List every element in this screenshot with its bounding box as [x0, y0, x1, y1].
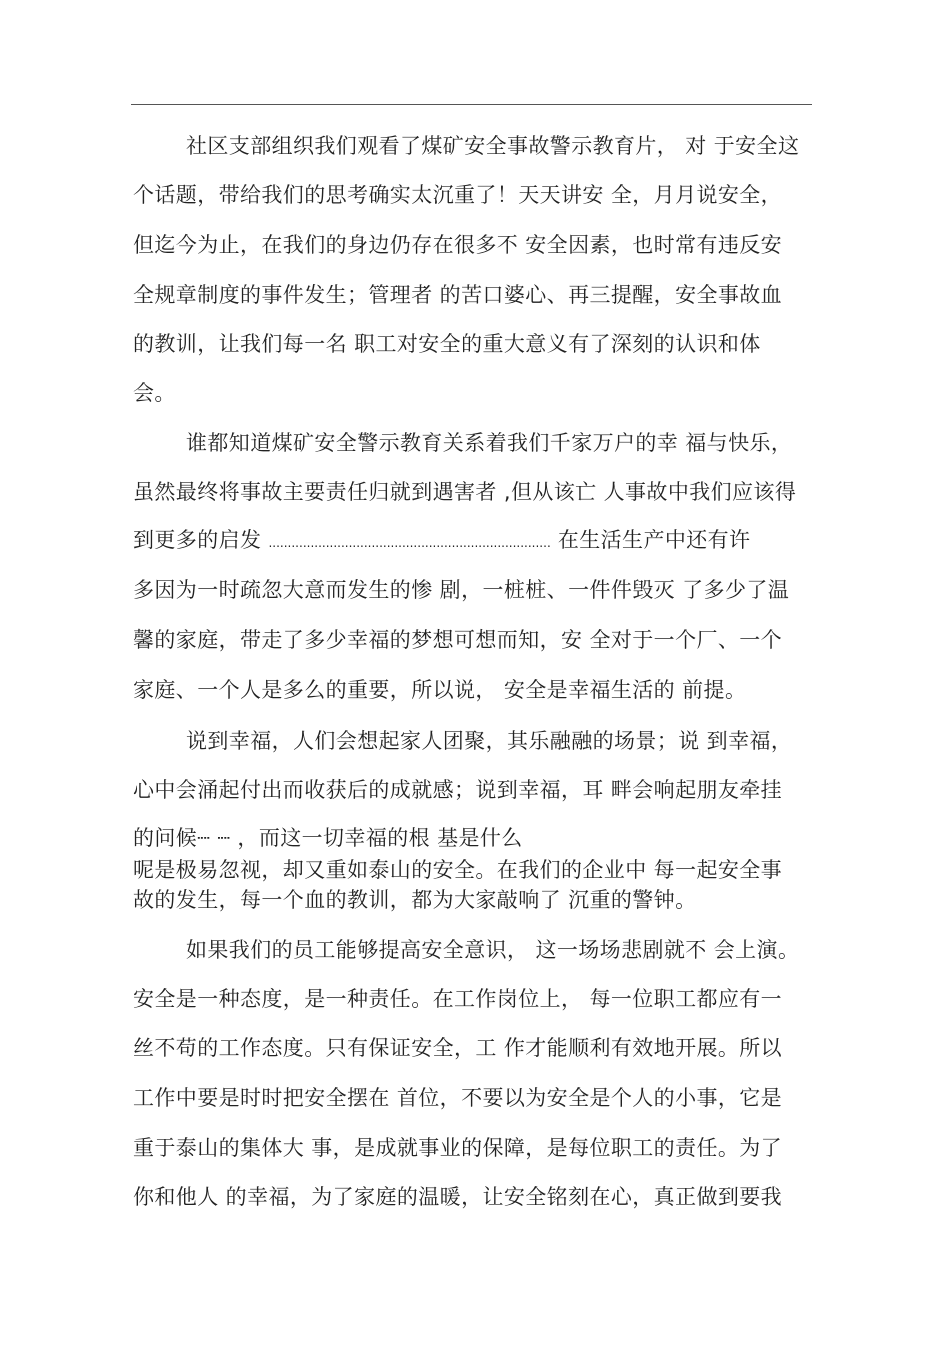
text-line: 全规章制度的事件发生；管理者 的苦口婆心、再三提醒，安全事故血	[133, 283, 783, 307]
text-line: 多因为一时疏忽大意而发生的惨 剧，一桩桩、一件件毁灭 了多少了温	[133, 578, 790, 602]
text-line: 会。	[133, 381, 176, 405]
text-line: 如果我们的员工能够提高安全意识， 这一场场悲剧就不 会上演。	[186, 938, 800, 962]
text-line: 你和他人 的幸福，为了家庭的温暖，让安全铭刻在心，真正做到要我	[133, 1185, 783, 1209]
text-line: 工作中要是时时把安全摆在 首位，不要以为安全是个人的小事，它是	[133, 1086, 783, 1110]
text-line: 的问候┈ ┈ ，而这一切幸福的根 基是什么	[133, 826, 523, 850]
text-line: 虽然最终将事故主要责任归就到遇害者 ,但从该亡 人事故中我们应该得	[133, 480, 797, 504]
dotted-text-line	[133, 528, 750, 555]
dotted-line-before: 到更多的启发	[133, 528, 262, 552]
text-line: 说到幸福，人们会想起家人团聚，其乐融融的场景；说 到幸福，	[186, 729, 793, 753]
text-line: 重于泰山的集体大 事，是成就事业的保障，是每位职工的责任。为了	[133, 1136, 783, 1160]
text-line: 社区支部组织我们观看了煤矿安全事故警示教育片， 对 于安全这	[186, 134, 800, 158]
text-line: 故的发生，每一个血的教训，都为大家敲响了 沉重的警钟。	[133, 888, 697, 912]
text-line: 心中会涌起付出而收获后的成就感；说到幸福，耳 畔会响起朋友牵挂	[133, 778, 783, 802]
text-line: 丝不苟的工作态度。只有保证安全，工 作才能顺利有效地开展。所以	[133, 1036, 783, 1060]
text-line: 馨的家庭，带走了多少幸福的梦想可想而知，安 全对于一个厂、一个	[133, 628, 783, 652]
header-rule	[131, 104, 812, 105]
dotted-line-after: 在生活生产中还有许	[557, 528, 751, 552]
leader-dots: ..........................................................................	[268, 536, 551, 550]
text-line: 呢是极易忽视，却又重如泰山的安全。在我们的企业中 每一起安全事	[133, 858, 783, 882]
text-line: 但迄今为止，在我们的身边仍存在很多不 安全因素，也时常有违反安	[133, 233, 783, 257]
text-line: 个话题，带给我们的思考确实太沉重了！天天讲安 全，月月说安全，	[133, 183, 783, 207]
text-line: 的教训，让我们每一名 职工对安全的重大意义有了深刻的认识和体	[133, 332, 761, 356]
text-line: 谁都知道煤矿安全警示教育关系着我们千家万户的幸 福与快乐，	[186, 431, 793, 455]
text-line: 安全是一种态度，是一种责任。在工作岗位上， 每一位职工都应有一	[133, 987, 783, 1011]
text-line: 家庭、一个人是多么的重要，所以说， 安全是幸福生活的 前提。	[133, 678, 747, 702]
